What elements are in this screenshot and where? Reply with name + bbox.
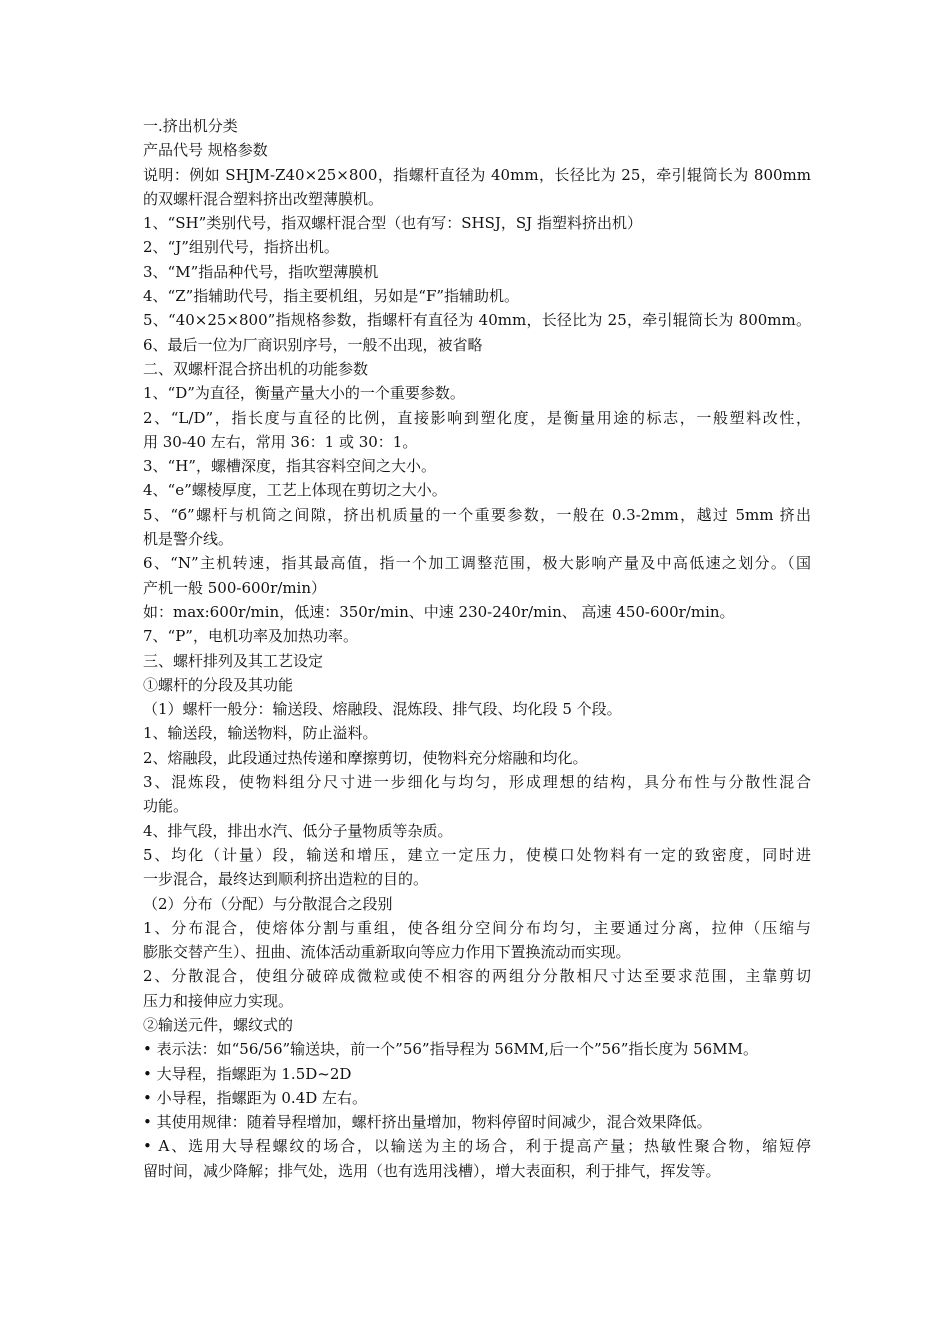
text-line: 3、“H”，螺槽深度，指其容料空间之大小。 xyxy=(143,457,436,476)
text-line: 的双螺杆混合塑料挤出改塑薄膜机。 xyxy=(143,189,384,208)
text-line: 2、“J”组别代号，指挤出机。 xyxy=(143,238,339,257)
text-line: 三、螺杆排列及其工艺设定 xyxy=(143,651,324,670)
text-line: 一步混合，最终达到顺利挤出造粒的目的。 xyxy=(143,870,429,889)
text-line: 膨胀交替产生）、扭曲、流体活动重新取向等应力作用下置换流动而实现。 xyxy=(143,943,631,962)
text-line: 7、“P”，电机功率及加热功率。 xyxy=(143,627,358,646)
text-line: 6、最后一位为厂商识别序号，一般不出现，被省略 xyxy=(143,335,483,354)
text-line: 2、分散混合，使组分破碎成微粒或使不相容的两组分分散相尺寸达至要求范围，主靠剪切 xyxy=(143,967,811,986)
text-line: 5、“б”螺杆与机筒之间隙，挤出机质量的一个重要参数，一般在 0.3-2mm，越过 5mm 挤出 xyxy=(143,505,811,524)
text-line: 1、“D”为直径，衡量产量大小的一个重要参数。 xyxy=(143,384,465,403)
text-line: 2、“L/D”，指长度与直径的比例，直接影响到塑化度，是衡量用途的标志，一般塑料改性， xyxy=(143,408,811,427)
text-line: ①螺杆的分段及其功能 xyxy=(143,675,294,694)
text-line: 2、熔融段，此段通过热传递和摩擦剪切，使物料充分熔融和均化。 xyxy=(143,748,588,767)
text-line: 3、混炼段，使物料组分尺寸进一步细化与均匀，形成理想的结构，具分布性与分散性混合 xyxy=(143,773,811,792)
text-line: ②输送元件，螺纹式的 xyxy=(143,1015,294,1034)
text-line: 1、分布混合，使熔体分割与重组，使各组分空间分布均匀，主要通过分离，拉伸（压缩与 xyxy=(143,918,811,937)
text-line: （1）螺杆一般分：输送段、熔融段、混炼段、排气段、均化段 5 个段。 xyxy=(143,700,622,719)
text-line: • 小导程，指螺距为 0.4D 左右。 xyxy=(143,1088,368,1107)
text-line: 5、均化（计量）段，输送和增压，建立一定压力，使模口处物料有一定的致密度，同时进 xyxy=(143,845,811,864)
text-line: 4、“e”螺棱厚度，工艺上体现在剪切之大小。 xyxy=(143,481,447,500)
text-line: • 表示法：如“56/56”输送块，前一个”56”指导程为 56MM,后一个”56”指长度为 56MM。 xyxy=(143,1040,758,1059)
text-line: • 大导程，指螺距为 1.5D~2D xyxy=(143,1064,352,1083)
text-line: 6、“N”主机转速，指其最高值，指一个加工调整范围，极大影响产量及中高低速之划分。（国 xyxy=(143,554,811,573)
text-line: 一.挤出机分类 xyxy=(143,117,238,135)
text-line: 1、“SH”类别代号，指双螺杆混合型（也有写：SHSJ，SJ 指塑料挤出机） xyxy=(143,214,642,233)
text-line: 4、“Z”指辅助代号，指主要机组，另如是“F”指辅助机。 xyxy=(143,287,520,306)
text-line: 用 30-40 左右，常用 36：1 或 30：1。 xyxy=(143,432,418,451)
text-line: 二、双螺杆混合挤出机的功能参数 xyxy=(143,359,369,378)
text-line: 功能。 xyxy=(143,797,189,816)
document-page xyxy=(143,114,811,1183)
text-line: 产品代号 规格参数 xyxy=(143,141,268,160)
text-line: 留时间，减少降解；排气处，选用（也有选用浅槽），增大表面积，利于排气，挥发等。 xyxy=(143,1161,721,1180)
text-line: • 其使用规律：随着导程增加，螺杆挤出量增加，物料停留时间减少，混合效果降低。 xyxy=(143,1113,712,1132)
text-line: 机是警介线。 xyxy=(143,530,234,549)
text-line: 1、输送段，输送物料，防止溢料。 xyxy=(143,724,378,743)
text-line: （2）分布（分配）与分散混合之段别 xyxy=(143,894,393,913)
text-line: 如：max:600r/min，低速：350r/min、中速 230-240r/min、 高速 450-600r/min。 xyxy=(143,602,735,621)
text-line: 5、“40×25×800”指规格参数，指螺杆有直径为 40mm，长径比为 25，牵引辊筒长为 800mm。 xyxy=(143,311,811,330)
text-line: 4、排气段，排出水汽、低分子量物质等杂质。 xyxy=(143,821,453,840)
text-line: • A、选用大导程螺纹的场合，以输送为主的场合，利于提高产量；热敏性聚合物，缩短停 xyxy=(143,1137,811,1156)
text-line: 产机一般 500-600r/min） xyxy=(143,578,327,597)
text-line: 说明：例如 SHJM-Z40×25×800，指螺杆直径为 40mm，长径比为 25，牵引辊筒长为 800mm xyxy=(143,165,811,184)
text-line: 3、“M”指品种代号，指吹塑薄膜机 xyxy=(143,262,379,281)
text-line: 压力和接伸应力实现。 xyxy=(143,991,294,1010)
